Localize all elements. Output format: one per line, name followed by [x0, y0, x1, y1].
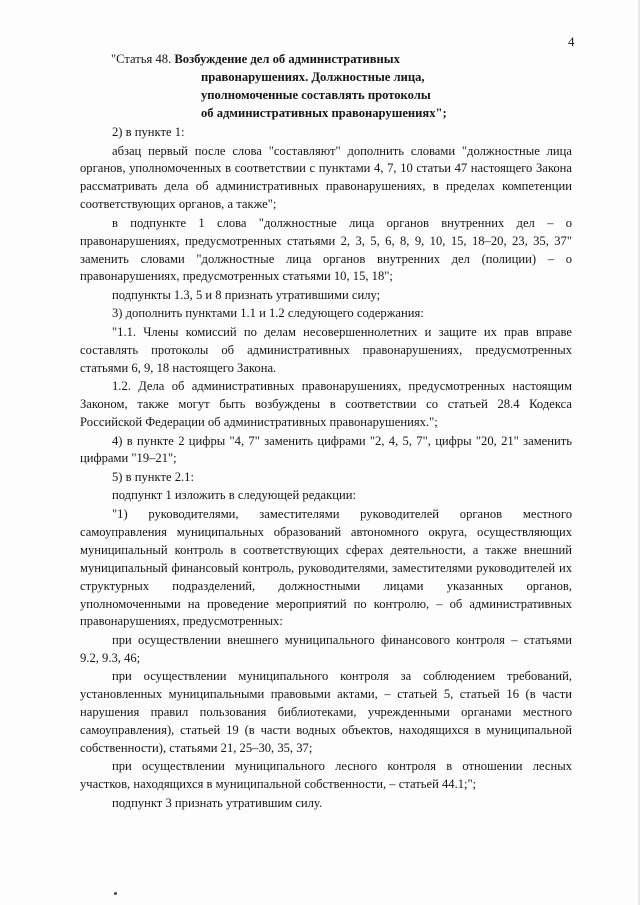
paragraph: подпункты 1.3, 5 и 8 признать утратившими силу; [112, 287, 381, 302]
paragraph: при осуществлении муниципального лесного контроля в отношении лесных участков, находящихся в муниципальной собственности, – статьей 44.1;"; [80, 759, 572, 792]
paragraph: при осуществлении муниципального контроля за соблюдением требований, установленных муниципальными правовыми актами, – статьей 5, статьей 16 (в части нарушения правил пользования библиотеками, учрежденными органами местного самоуправления), статьей 19 (в части водных объектов, находящихся в муниципальной собственности), статьями 21, 25–30, 35, 37; [80, 669, 572, 755]
paragraph: при осуществлении внешнего муниципального финансового контроля – статьями 9.2, 9.3, 46; [80, 632, 572, 665]
article-heading-title-first: Возбуждение дел об административных [174, 52, 400, 66]
paragraph: подпункт 1 изложить в следующей редакции: [112, 488, 356, 503]
paragraph: 4) в пункте 2 цифры "4, 7" заменить цифрами "2, 4, 5, 7", цифры "20, 21" заменить цифрами "19–21"; [80, 433, 572, 466]
article-heading [111, 50, 531, 122]
article-heading-title-line-3: уполномоченные составлять протоколы [201, 88, 431, 102]
paragraph: "1) руководителями, заместителями руководителей органов местного самоуправления муниципальных образований автономного округа, осуществляющих муниципальный контроль в соответствующих сферах деятельности, а также внешний муниципальный финансовый контроль, руководителями, заместителями руководителей их структурных подразделений, должностными лицами указанных органов, уполномоченными на проведение мероприятий по контролю, – об административных правонарушениях, предусмотренных: [80, 506, 572, 629]
scan-speck [114, 892, 117, 895]
paragraph: подпункт 3 признать утратившим силу. [112, 795, 323, 810]
paragraph: в подпункте 1 слова "должностные лица органов внутренних дел – о правонарушениях, предусмотренных статьями 2, 3, 5, 6, 8, 9, 10, 15, 18–20, 23, 35, 37" заменить словами "должностные лица органов внутренних дел (полиции) – о правонарушениях, предусмотренных статьями 10, 15, 18"; [80, 215, 572, 284]
article-heading-title-line-4: об административных правонарушениях"; [201, 106, 447, 120]
article-heading-title-line-2: правонарушениях. Должностные лица, [201, 70, 425, 84]
article-heading-lead: "Статья 48. [111, 52, 175, 66]
page-number: 4 [568, 34, 575, 49]
paragraph: 2) в пункте 1: [112, 125, 185, 139]
document-body [80, 124, 572, 813]
paragraph: "1.1. Члены комиссий по делам несовершеннолетних и защите их прав вправе составлять протоколы об административных правонарушениях, предусмотренных статьями 6, 9, 18 настоящего Закона. [80, 324, 572, 375]
paragraph: абзац первый после слова "составляют" дополнить словами "должностные лица органов, уполномоченных в соответствии с пунктами 4, 7, 10 статьи 47 настоящего Закона рассматривать дела об административных правонарушениях, в пределах компетенции соответствующих органов, а также"; [80, 143, 572, 212]
paragraph: 3) дополнить пунктами 1.1 и 1.2 следующего содержания: [112, 306, 424, 321]
paragraph: 5) в пункте 2.1: [112, 469, 194, 484]
paragraph: 1.2. Дела об административных правонарушениях, предусмотренных настоящим Законом, также могут быть возбуждены в соответствии со статьей 28.4 Кодекса Российской Федерации об административных правонарушениях."; [80, 379, 572, 430]
